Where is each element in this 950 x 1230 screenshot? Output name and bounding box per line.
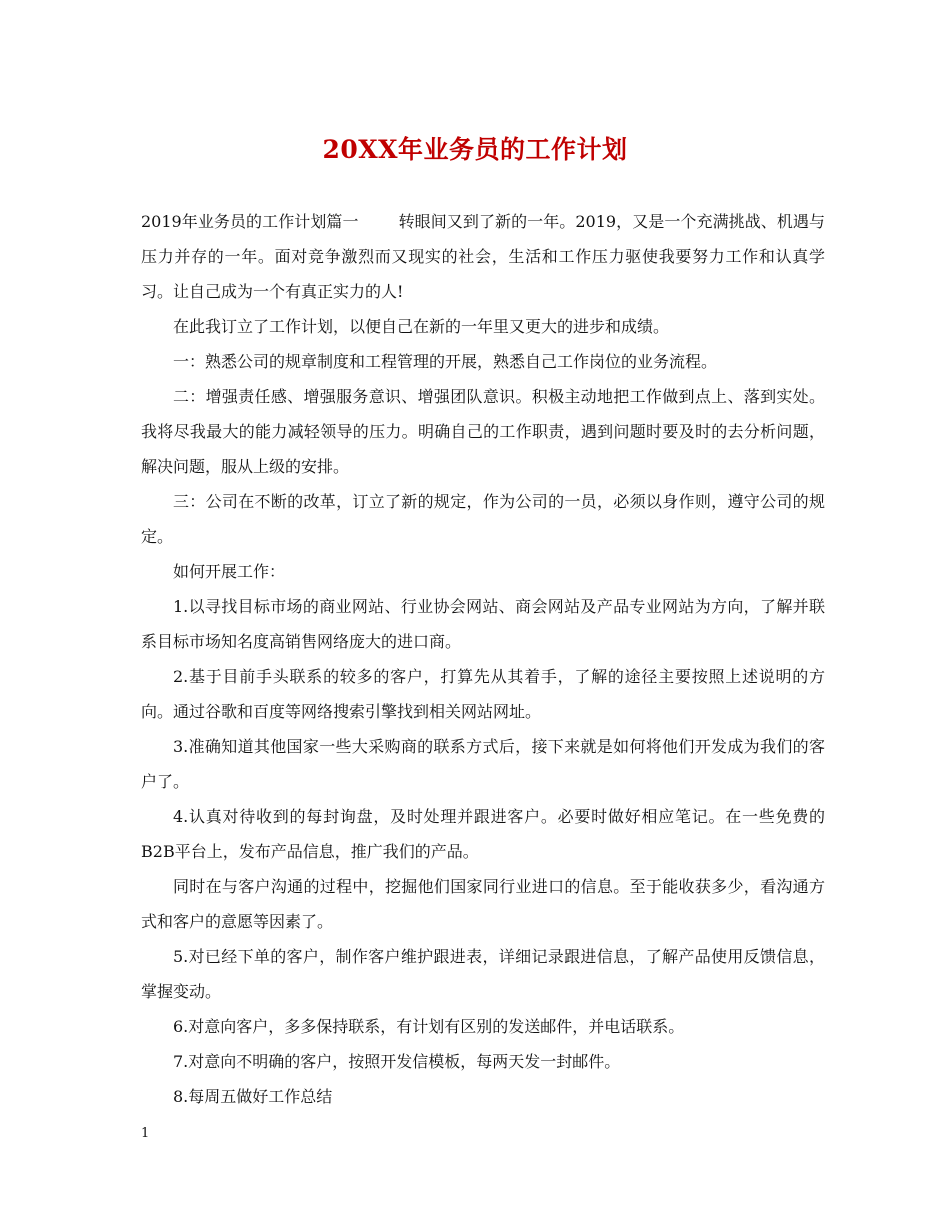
- intro-text: 转眼间又到了新的一年。2019，又是一个充满挑战、机遇与压力并存的一年。面对竞争激烈而又现实的社会，生活和工作压力驱使我要努力工作和认真学习。让自己成为一个有真正实力的人!: [141, 212, 825, 301]
- paragraph-plan-intro: 在此我订立了工作计划，以便自己在新的一年里又更大的进步和成绩。: [173, 317, 670, 336]
- paragraph-step-7: 7.对意向不明确的客户，按照开发信模板，每两天发一封邮件。: [173, 1052, 621, 1071]
- paragraph-step-5: 5.对已经下单的客户，制作客户维护跟进表，详细记录跟进信息，了解产品使用反馈信息，掌握变动。: [141, 947, 825, 1001]
- paragraph-step-4: 4.认真对待收到的每封询盘，及时处理并跟进客户。必要时做好相应笔记。在一些免费的B2B平台上，发布产品信息，推广我们的产品。: [141, 807, 825, 861]
- paragraph-point-3: 三：公司在不断的改革，订立了新的规定，作为公司的一员，必须以身作则，遵守公司的规定。: [141, 492, 825, 546]
- document-title: 20XX年业务员的工作计划: [322, 135, 628, 164]
- paragraph-step-8: 8.每周五做好工作总结: [173, 1087, 333, 1106]
- document-body: [141, 204, 825, 1114]
- paragraph-step-3: 3.准确知道其他国家一些大采购商的联系方式后，接下来就是如何将他们开发成为我们的客户了。: [141, 737, 825, 791]
- intro-paragraph: [141, 204, 825, 309]
- paragraph-step-1: 1.以寻找目标市场的商业网站、行业协会网站、商会网站及产品专业网站为方向，了解并联系目标市场知名度高销售网络庞大的进口商。: [141, 597, 825, 651]
- paragraph-step-2: 2.基于目前手头联系的较多的客户，打算先从其着手，了解的途径主要按照上述说明的方向。通过谷歌和百度等网络搜索引擎找到相关网站网址。: [141, 667, 825, 721]
- paragraph-step-4-continued: 同时在与客户沟通的过程中，挖掘他们国家同行业进口的信息。至于能收获多少，看沟通方式和客户的意愿等因素了。: [141, 877, 825, 931]
- paragraph-point-2: 二：增强责任感、增强服务意识、增强团队意识。积极主动地把工作做到点上、落到实处。我将尽我最大的能力减轻领导的压力。明确自己的工作职责，遇到问题时要及时的去分析问题，解决问题，服从上级的安排。: [141, 387, 825, 476]
- paragraph-how-to-work: 如何开展工作：: [173, 562, 286, 581]
- paragraph-step-6: 6.对意向客户，多多保持联系，有计划有区别的发送邮件，并电话联系。: [173, 1017, 685, 1036]
- page-number: 1: [141, 1126, 150, 1141]
- paragraph-point-1: 一：熟悉公司的规章制度和工程管理的开展，熟悉自己工作岗位的业务流程。: [173, 352, 718, 371]
- intro-heading: 2019年业务员的工作计划篇一: [141, 212, 359, 231]
